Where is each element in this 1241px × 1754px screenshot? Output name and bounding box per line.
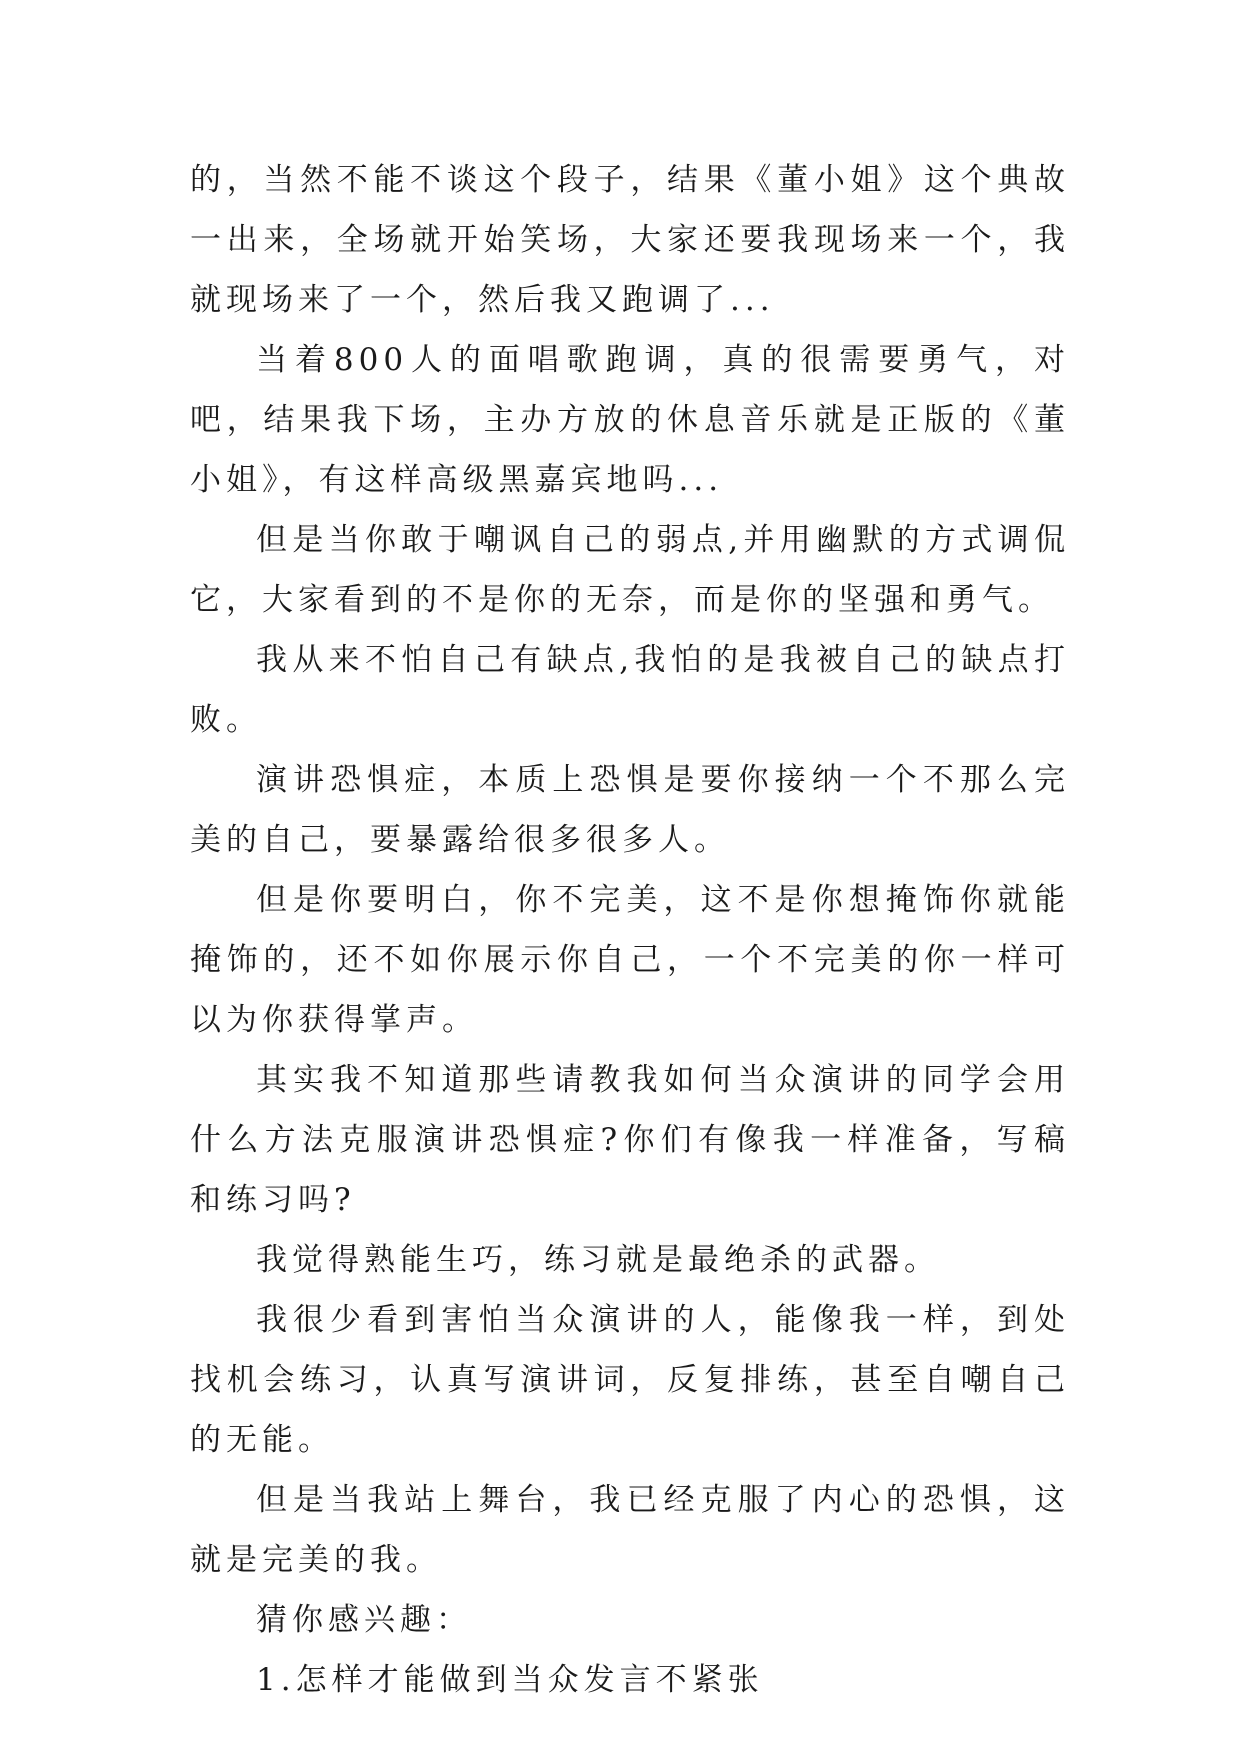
- document-body: [190, 150, 1070, 1710]
- paragraph: 但是当我站上舞台，我已经克服了内心的恐惧，这就是完美的我。: [190, 1482, 1070, 1578]
- paragraph: 当着800人的面唱歌跑调，真的很需要勇气，对吧，结果我下场，主办方放的休息音乐就是正版的《董小姐》，有这样高级黑嘉宾地吗...: [190, 342, 1070, 498]
- paragraph: 但是你要明白，你不完美，这不是你想掩饰你就能掩饰的，还不如你展示你自己，一个不完美的你一样可以为你获得掌声。: [190, 882, 1070, 1038]
- related-link[interactable]: 1.怎样才能做到当众发言不紧张: [256, 1662, 764, 1698]
- paragraph: 我觉得熟能生巧，练习就是最绝杀的武器。: [256, 1242, 940, 1278]
- paragraph: 我很少看到害怕当众演讲的人，能像我一样，到处找机会练习，认真写演讲词，反复排练，甚至自嘲自己的无能。: [190, 1302, 1070, 1458]
- paragraph: 我从来不怕自己有缺点,我怕的是我被自己的缺点打败。: [190, 642, 1070, 738]
- paragraph: 的，当然不能不谈这个段子，结果《董小姐》这个典故一出来，全场就开始笑场，大家还要我现场来一个，我就现场来了一个，然后我又跑调了...: [190, 162, 1070, 318]
- paragraph: 演讲恐惧症，本质上恐惧是要你接纳一个不那么完美的自己，要暴露给很多很多人。: [190, 762, 1070, 858]
- paragraph: 但是当你敢于嘲讽自己的弱点,并用幽默的方式调侃它，大家看到的不是你的无奈，而是你的坚强和勇气。: [190, 522, 1070, 618]
- paragraph: 其实我不知道那些请教我如何当众演讲的同学会用什么方法克服演讲恐惧症?你们有像我一样准备，写稿和练习吗?: [190, 1062, 1070, 1218]
- related-heading: 猜你感兴趣：: [256, 1602, 472, 1638]
